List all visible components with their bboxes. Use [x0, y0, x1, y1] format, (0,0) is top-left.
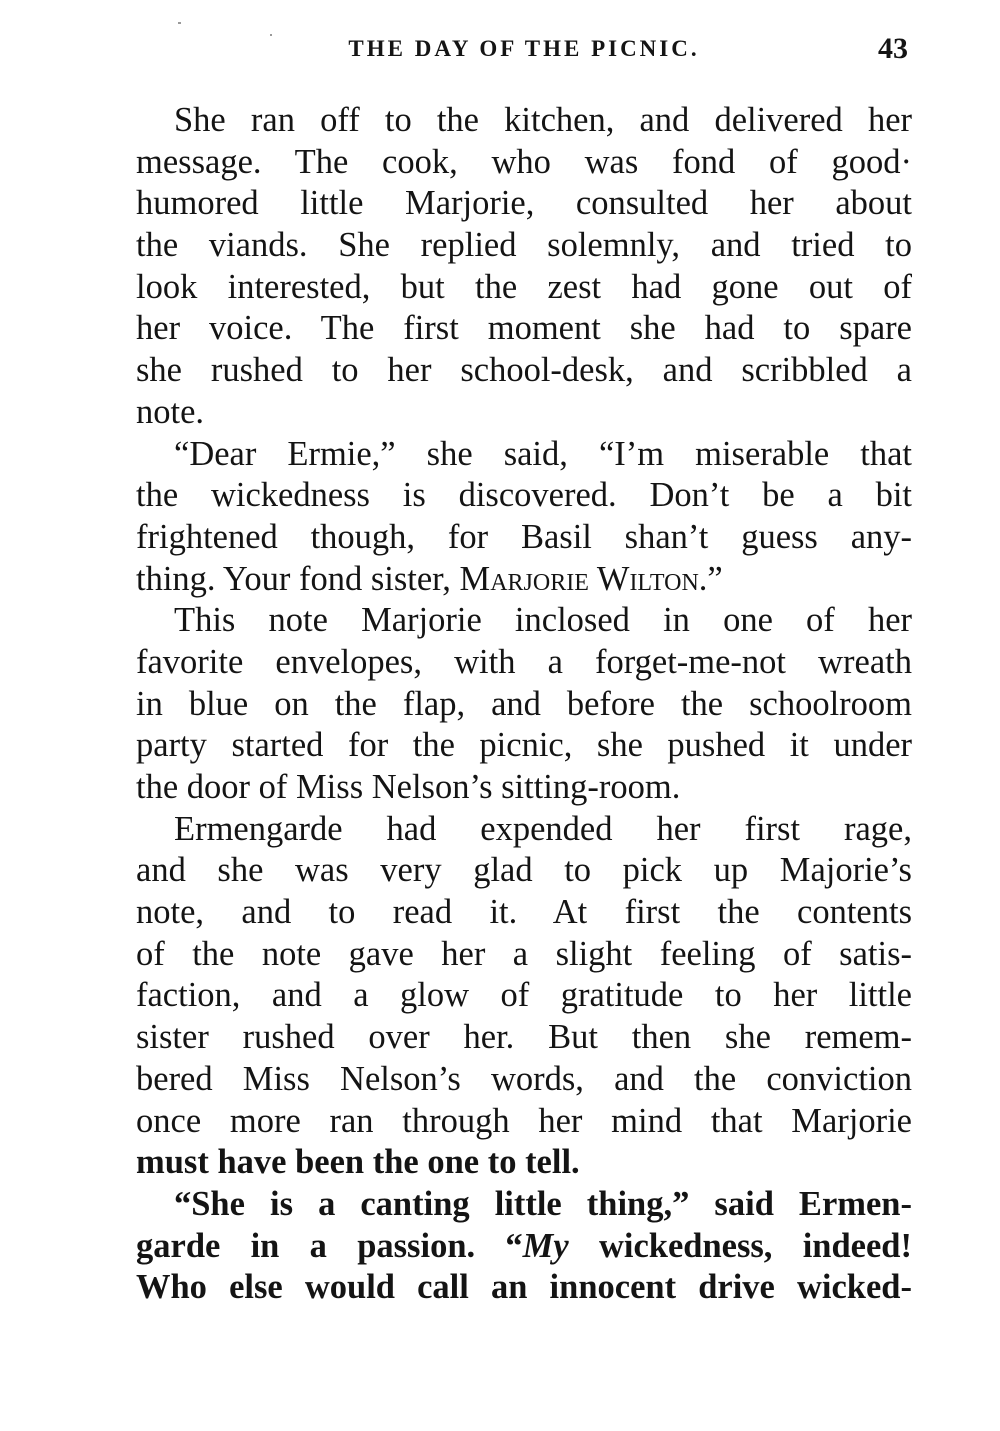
text-line: This note Marjorie inclosed in one of her	[174, 601, 912, 640]
text-line: the viands. She replied solemnly, and tried to	[136, 226, 912, 265]
text-line: faction, and a glow of gratitude to her little	[136, 976, 912, 1015]
text-line: humored little Marjorie, consulted her about	[136, 184, 912, 223]
text-line: must have been the one to tell.	[136, 1143, 580, 1182]
text-line: in blue on the flap, and before the schoolroom	[136, 684, 912, 723]
text-line: frightened though, for Basil shan’t guess any-	[136, 517, 912, 556]
text-line: “She is a canting little thing,” said Ermen-	[174, 1184, 912, 1223]
text-line: once more ran through her mind that Marjorie	[136, 1101, 912, 1140]
emphasis-word: My	[522, 1226, 569, 1265]
text-line: note.	[136, 392, 205, 431]
text-line: She ran off to the kitchen, and delivered her	[174, 101, 912, 139]
text-line: “Dear Ermie,” she said, “I’m miserable that	[174, 434, 912, 473]
page-header	[136, 30, 912, 70]
text-line: sister rushed over her. But then she remem-	[136, 1018, 912, 1057]
text-line: she rushed to her school-desk, and scribbled a	[136, 351, 912, 390]
text-line: and she was very glad to pick up Majorie’s	[136, 851, 912, 890]
text-line: message. The cook, who was fond of good·	[136, 142, 912, 181]
text-line: Ermengarde had expended her first rage,	[174, 809, 912, 848]
text-line: of the note gave her a slight feeling of satis-	[136, 934, 912, 973]
text-fragment: wickedness, indeed!	[568, 1226, 912, 1265]
text-line: party started for the picnic, she pushed it under	[136, 726, 912, 765]
text-line: note, and to read it. At first the contents	[136, 893, 912, 932]
text-line: Who else would call an innocent drive wicked-	[136, 1268, 912, 1307]
text-line-signature	[136, 559, 912, 601]
text-line: bered Miss Nelson’s words, and the conviction	[136, 1059, 912, 1098]
text-line-emphasis	[136, 1226, 912, 1268]
text-fragment: thing. Your fond sister,	[136, 559, 460, 598]
text-fragment: garde in a passion. “	[136, 1226, 523, 1265]
text-line: her voice. The first moment she had to spare	[136, 309, 912, 348]
signature: Marjorie Wilton.”	[459, 559, 723, 598]
running-title: THE DAY OF THE PICNIC.	[348, 36, 700, 61]
text-line: favorite envelopes, with a forget-me-not wreath	[136, 642, 912, 681]
text-line: the wickedness is discovered. Don’t be a bit	[136, 476, 912, 515]
page-number: 43	[878, 32, 908, 65]
body-text	[136, 100, 912, 1309]
ink-speck	[178, 22, 181, 24]
text-line: the door of Miss Nelson’s sitting-room.	[136, 768, 681, 806]
text-line: look interested, but the zest had gone out of	[136, 267, 912, 306]
